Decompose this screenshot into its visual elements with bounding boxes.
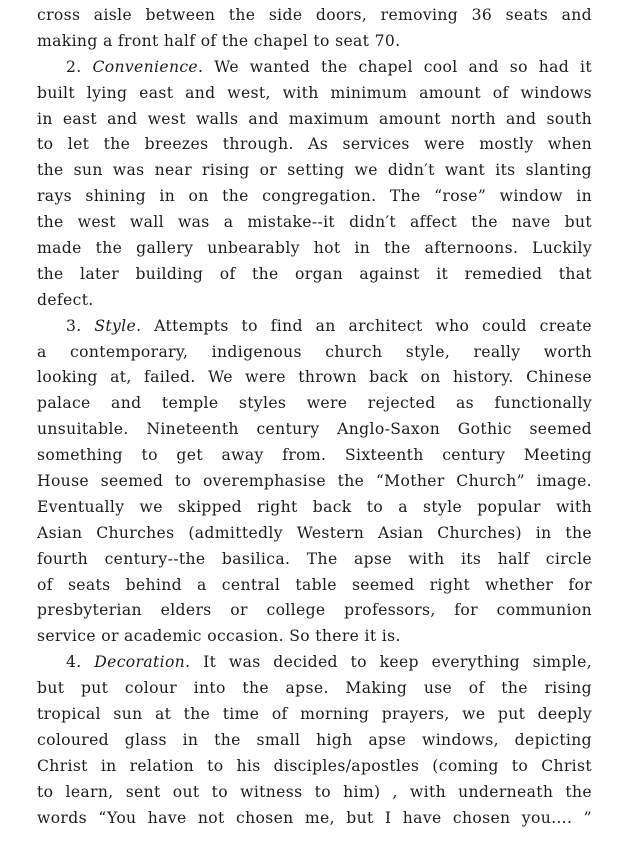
text-line: to let the breezes through. As services were mostly when [37, 135, 592, 154]
text-run: We wanted the chapel cool and so had it [214, 57, 592, 76]
paragraph-first-line [37, 314, 592, 340]
text-line: cross aisle between the side doors, removing 36 seats and [37, 6, 592, 24]
text-line: tropical sun at the time of morning prayers, we put deeply [37, 705, 592, 724]
section-number: 3. [66, 316, 82, 335]
paragraph-first-line [37, 650, 592, 676]
paragraph-style [37, 314, 592, 651]
text-run: Attempts to find an architect who could create [154, 316, 592, 335]
text-line: of seats behind a central table seemed right whether for [37, 575, 592, 594]
text-line: built lying east and west, with minimum amount of windows [37, 83, 592, 102]
text-line: House seemed to overemphasise the “Mother Church” image. [37, 472, 592, 491]
text-line: making a front half of the chapel to seat 70. [37, 31, 401, 50]
text-line: in east and west walls and maximum amount north and south [37, 109, 592, 128]
document-page [0, 3, 628, 842]
text-line: to learn, sent out to witness to him) , with underneath the [37, 782, 592, 801]
text-line: the sun was near rising or setting we didn′t want its slanting [37, 161, 592, 180]
text-line: something to get away from. Sixteenth century Meeting [37, 446, 592, 465]
text-line: Eventually we skipped right back to a style popular with [37, 497, 592, 516]
text-line: a contemporary, indigenous church style, really worth [37, 342, 592, 361]
text-line: unsuitable. Nineteenth century Anglo-Saxon Gothic seemed [37, 420, 592, 439]
paragraph-convenience [37, 55, 592, 314]
text-line: the west wall was a mistake--it didn′t affect the nave but [37, 213, 592, 232]
text-line: rays shining in on the congregation. The “rose” window in [37, 187, 592, 206]
section-number: 4. [66, 653, 82, 672]
paragraph-cross-aisle [37, 3, 592, 55]
text-line: but put colour into the apse. Making use of the rising [37, 679, 592, 698]
text-line: coloured glass in the small high apse windows, depicting [37, 730, 592, 749]
paragraph-decoration [37, 650, 592, 831]
text-line: words “You have not chosen me, but I have chosen you…. ” [37, 808, 592, 827]
section-heading: Style. [94, 316, 142, 335]
section-heading: Decoration. [94, 653, 191, 672]
text-line: presbyterian elders or college professors, for communion [37, 601, 592, 620]
text-line: service or academic occasion. So there it is. [37, 627, 401, 646]
text-line: Christ in relation to his disciples/apostles (coming to Christ [37, 756, 592, 775]
text-line: looking at, failed. We were thrown back on history. Chinese [37, 368, 592, 387]
text-line: defect. [37, 290, 94, 309]
text-line: fourth century--the basilica. The apse with its half circle [37, 549, 592, 568]
paragraph-first-line [37, 55, 592, 81]
text-run: It was decided to keep everything simple, [203, 653, 592, 672]
text-line: Asian Churches (admittedly Western Asian Churches) in the [37, 523, 592, 542]
text-line: the later building of the organ against it remedied that [37, 264, 592, 283]
text-line: made the gallery unbearably hot in the afternoons. Luckily [37, 239, 592, 258]
section-heading: Convenience. [92, 57, 204, 76]
text-line: palace and temple styles were rejected as functionally [37, 394, 592, 413]
section-number: 2. [66, 57, 82, 76]
